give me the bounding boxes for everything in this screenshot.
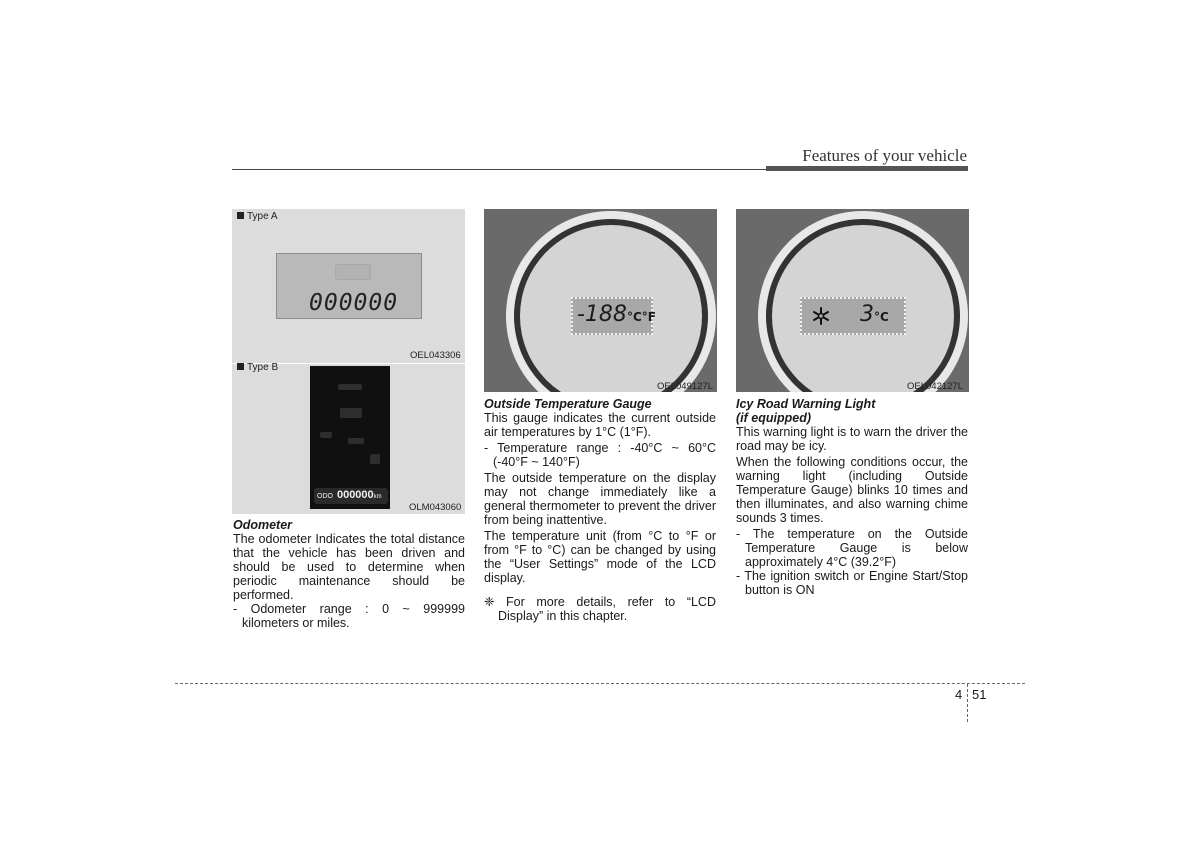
temperature-reading: 3 xyxy=(860,302,874,327)
icy-road-bullet: - The temperature on the Outside Temperature Gauge is below approximately 4°C (39.2°F) xyxy=(736,527,968,569)
footer-rule xyxy=(175,683,1025,684)
odometer-range-bullet: - Odometer range : 0 ~ 999999 kilometers or miles. xyxy=(233,602,465,630)
odometer-panel-type-b xyxy=(310,366,390,509)
lcd-segment xyxy=(320,432,332,438)
odometer-unit-b: km xyxy=(373,494,382,500)
odometer-lcd-type-a xyxy=(276,253,422,319)
temperature-display xyxy=(571,297,656,335)
square-bullet-icon xyxy=(237,212,244,219)
figure-code-b: OLM043060 xyxy=(409,502,462,513)
lcd-display-note: ❈ For more details, refer to “LCD Display” in this chapter. xyxy=(484,595,716,623)
type-a-label: Type A xyxy=(237,211,278,222)
odometer-paragraph: The odometer Indicates the total distance that the vehicle has been driven and should be used to determine when periodic maintenance should be performed. xyxy=(233,532,465,602)
icy-road-intro: This warning light is to warn the driver the road may be icy. xyxy=(736,425,968,453)
icy-road-subheading: (if equipped) xyxy=(736,411,811,425)
figure-code-d: OEL042127L xyxy=(907,381,963,392)
outside-temp-gauge-figure xyxy=(484,209,717,392)
odometer-digits-b: 000000 xyxy=(336,489,374,501)
icy-road-bullet: - The ignition switch or Engine Start/Stop button is ON xyxy=(736,569,968,597)
footer-divider xyxy=(967,684,968,722)
odometer-heading: Odometer xyxy=(233,518,293,532)
outside-temp-heading: Outside Temperature Gauge xyxy=(484,397,652,411)
outside-temp-paragraph-2: The outside temperature on the display may not change immediately like a general thermometer to prevent the driver from being inattentive. xyxy=(484,471,716,527)
icy-road-text-block xyxy=(736,397,968,597)
outside-temp-text-block xyxy=(484,397,716,623)
outside-temp-paragraph-3: The temperature unit (from °C to °F or from °F to °C) can be changed by using the “User Settings” mode of the LCD display. xyxy=(484,529,716,585)
section-title: Features of your vehicle xyxy=(802,146,967,165)
odometer-readout-b: ODO 000000km xyxy=(314,488,388,504)
header-bar xyxy=(766,166,968,171)
outside-temp-intro: This gauge indicates the current outside air temperatures by 1°C (1°F). xyxy=(484,411,716,439)
odometer-text-block xyxy=(233,518,465,630)
figure-code-a: OEL043306 xyxy=(410,350,461,361)
chapter-number: 4 xyxy=(955,687,963,702)
temperature-range-bullet: - Temperature range : -40°C ~ 60°C (-40°F ~ 140°F) xyxy=(484,441,716,469)
lcd-segment xyxy=(338,384,362,390)
temperature-unit: °C xyxy=(874,310,889,324)
lcd-ghost-segment xyxy=(335,264,371,280)
temperature-unit: °C°F xyxy=(626,310,656,324)
snowflake-icon xyxy=(811,306,831,326)
temperature-reading: -188 xyxy=(577,302,627,327)
type-b-label: Type B xyxy=(237,362,278,373)
lcd-segment xyxy=(370,454,380,464)
lcd-segment xyxy=(340,408,362,418)
icy-road-paragraph-2: When the following conditions occur, the warning light (including Outside Temperature Gauge) blinks 10 times and then illuminates, and also warning chime sounds 3 times. xyxy=(736,455,968,525)
figure-code-c: OEL049127L xyxy=(657,381,713,392)
odometer-digits-a: 000000 xyxy=(309,290,399,316)
icy-road-gauge-figure xyxy=(736,209,969,392)
lcd-segment xyxy=(348,438,364,444)
icy-road-heading: Icy Road Warning Light xyxy=(736,397,876,411)
icy-road-display xyxy=(800,297,906,335)
page-number: 51 xyxy=(972,687,987,702)
square-bullet-icon xyxy=(237,363,244,370)
